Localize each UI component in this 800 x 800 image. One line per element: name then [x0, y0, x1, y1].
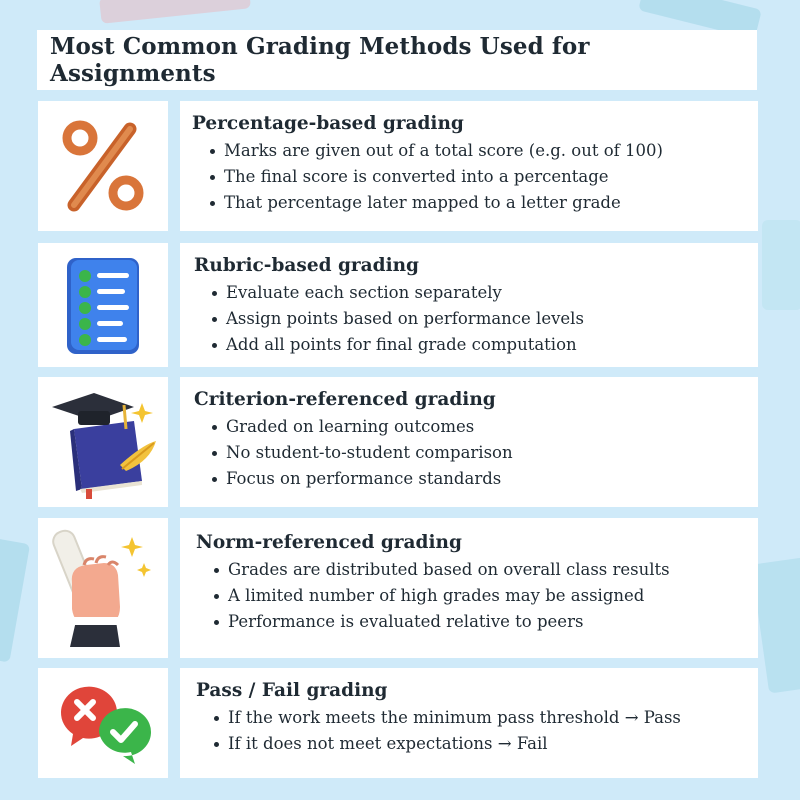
- checklist-icon: [53, 250, 153, 360]
- bullet-item: Marks are given out of a total score (e.g. out of 100): [210, 138, 750, 164]
- bullet-item: A limited number of high grades may be assigned: [214, 583, 750, 609]
- icon-panel: [38, 377, 168, 507]
- bullet-item: That percentage later mapped to a letter grade: [210, 190, 750, 216]
- percent-icon: [48, 111, 158, 221]
- method-card-rubric: [38, 243, 758, 367]
- method-card-criterion: [38, 377, 758, 507]
- bullet-list: [194, 414, 750, 492]
- method-card-norm: [38, 518, 758, 658]
- method-text-panel: [180, 101, 758, 231]
- method-text-panel: [180, 377, 758, 507]
- bullet-item: The final score is converted into a percentage: [210, 164, 750, 190]
- bullet-item: If it does not meet expectations → Fail: [214, 731, 750, 757]
- diploma-hand-icon: [46, 523, 161, 653]
- background-book-shape: [0, 537, 30, 662]
- icon-panel: [38, 518, 168, 658]
- method-title: Norm-referenced grading: [196, 532, 462, 553]
- method-title: Pass / Fail grading: [196, 680, 388, 701]
- bullet-item: Evaluate each section separately: [212, 280, 750, 306]
- bullet-item: No student-to-student comparison: [212, 440, 750, 466]
- method-text-panel: [180, 243, 758, 367]
- background-book-shape: [751, 556, 800, 693]
- background-book-shape: [762, 220, 800, 310]
- bullet-list: [194, 280, 750, 358]
- bullet-item: Assign points based on performance levels: [212, 306, 750, 332]
- bullet-list: [196, 557, 750, 635]
- bullet-list: [196, 705, 750, 757]
- bullet-item: If the work meets the minimum pass threshold → Pass: [214, 705, 750, 731]
- pass-fail-bubbles-icon: [53, 678, 153, 768]
- method-text-panel: [180, 668, 758, 778]
- bullet-item: Graded on learning outcomes: [212, 414, 750, 440]
- method-card-pass-fail: [38, 668, 758, 778]
- bullet-item: Grades are distributed based on overall class results: [214, 557, 750, 583]
- method-text-panel: [180, 518, 758, 658]
- method-title: Rubric-based grading: [194, 255, 419, 276]
- icon-panel: [38, 243, 168, 367]
- bullet-item: Add all points for final grade computation: [212, 332, 750, 358]
- title-banner: [37, 30, 757, 90]
- method-title: Criterion-referenced grading: [194, 389, 496, 410]
- bullet-item: Focus on performance standards: [212, 466, 750, 492]
- bullet-item: Performance is evaluated relative to peers: [214, 609, 750, 635]
- graduation-book-icon: [46, 385, 161, 500]
- background-book-shape: [99, 0, 251, 24]
- icon-panel: [38, 101, 168, 231]
- icon-panel: [38, 668, 168, 778]
- page-title: Most Common Grading Methods Used for Assignments: [50, 33, 590, 87]
- method-title: Percentage-based grading: [192, 113, 464, 134]
- bullet-list: [192, 138, 750, 216]
- method-card-percentage: [38, 101, 758, 231]
